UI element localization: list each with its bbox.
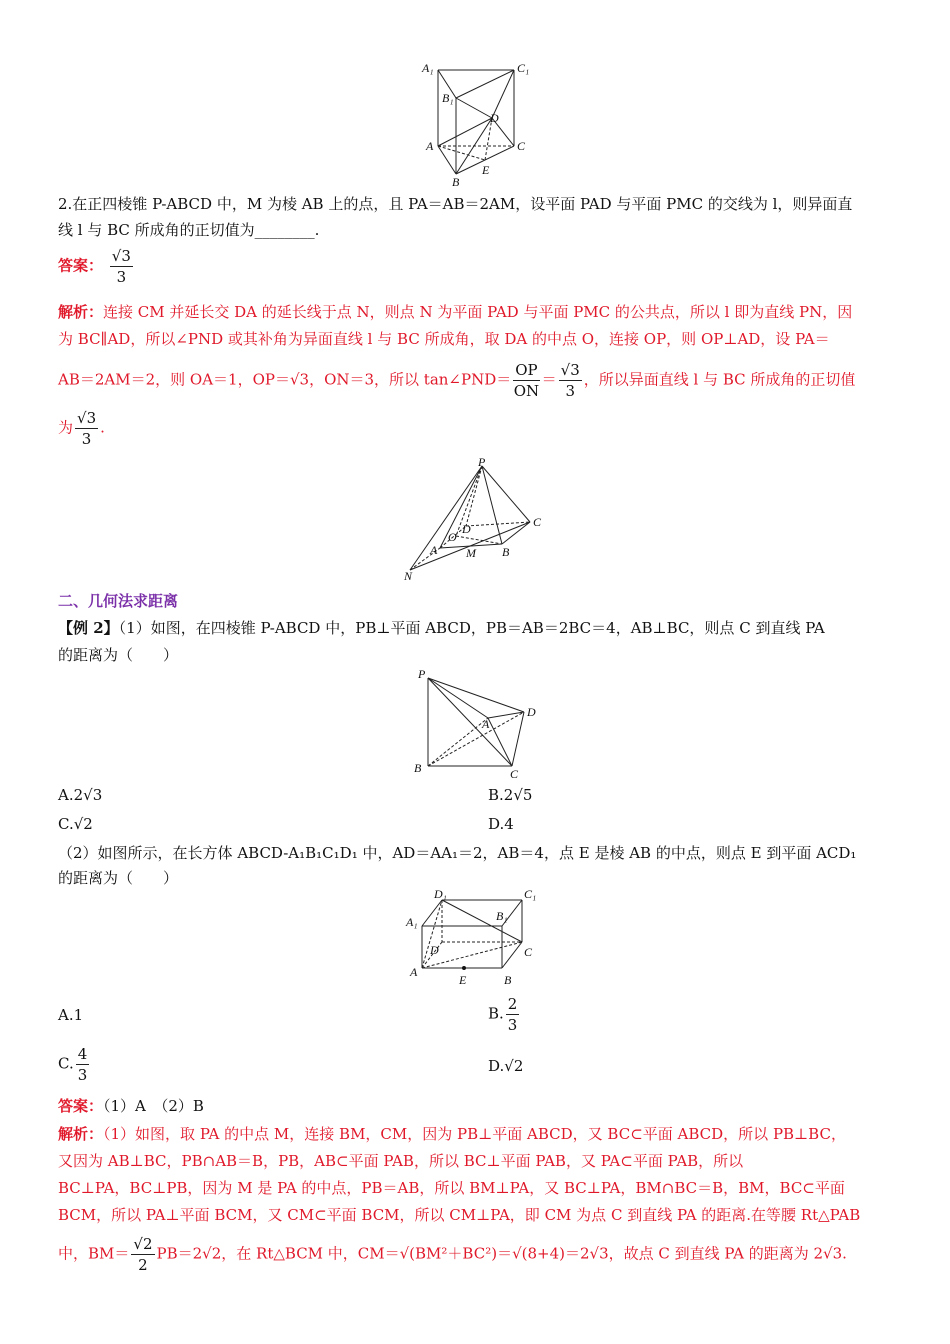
prism-label: C₁ (517, 61, 530, 75)
ex2-p2-option-c[interactable] (58, 1044, 91, 1085)
pyramid-label: P (478, 456, 486, 469)
cuboid-label: D₁ (434, 887, 447, 901)
analysis-text: AB＝2AM＝2，则 OA＝1，OP＝√3，ON＝3，所以 tan∠PND＝ (58, 370, 512, 389)
pyramid-label: B (502, 545, 510, 559)
analysis-text: 为 (58, 418, 74, 437)
option-prefix: C. (58, 1054, 74, 1073)
option-prefix: B. (488, 1004, 504, 1023)
ex2-analysis-line5 (58, 1234, 847, 1275)
ex2-p1-option-b[interactable]: B.2√5 (488, 786, 533, 804)
cuboid-label: C (524, 945, 533, 959)
ex2-p2-option-a[interactable]: A.1 (58, 1006, 84, 1024)
equals-sign: ＝ (541, 370, 557, 389)
section-title: 二、几何法求距离 (58, 592, 179, 610)
ex2-analysis-line2: 又因为 AB⊥BC，PB∩AB＝B，PB，AB⊂平面 PAB，所以 BC⊥平面 PAB，又 PA⊂平面 PAB，所以 (58, 1152, 744, 1170)
analysis-label: 解析： (58, 1125, 104, 1143)
pyramid2-label: C (510, 767, 519, 780)
answer-text: （1）A （2）B (103, 1097, 204, 1115)
fraction-numerator: √3 (111, 247, 131, 265)
prism-label: C (517, 139, 526, 153)
cuboid-label: A (410, 965, 418, 979)
pyramid2-diagram (408, 666, 548, 780)
prism-label: D (490, 111, 499, 125)
analysis-text: . (100, 418, 105, 437)
prism-diagram (418, 58, 538, 190)
analysis-text: 中，BM＝ (58, 1244, 130, 1263)
fraction-denominator: 3 (116, 268, 127, 286)
ex2-p2-option-b[interactable] (488, 994, 521, 1035)
fraction-numerator: √2 (133, 1235, 153, 1253)
pyramid2-label: P (418, 667, 426, 681)
analysis-text: PB＝2√2，在 Rt△BCM 中，CM＝√(BM²＋BC²)＝√(8+4)＝2√3，故点 C 到直线 PA 的距离为 2√3. (156, 1244, 847, 1263)
pyramid2-figure (408, 666, 548, 780)
option-fraction (506, 994, 520, 1035)
prism-label: A (426, 139, 434, 153)
q2-analysis-line4 (58, 408, 105, 449)
q2-analysis-line2: 为 BC∥AD，所以∠PND 或其补角为异面直线 l 与 BC 所成角，取 DA 的中点 O，连接 OP，则 OP⊥AD，设 PA＝ (58, 330, 830, 348)
fraction-denominator: 2 (138, 1256, 148, 1274)
cuboid-figure (402, 886, 552, 992)
prism-label: B (452, 175, 460, 189)
cuboid-label: A₁ (406, 915, 418, 929)
point-e-dot (462, 966, 466, 970)
prism-label: B₁ (442, 91, 454, 105)
analysis-text: 连接 CM 并延长交 DA 的延长线于点 N，则点 N 为平面 PAD 与平面 PMC 的公共点，所以 l 即为直线 PN，因 (103, 303, 853, 321)
pyramid-label: O (448, 530, 457, 544)
answer-label: 答案： (58, 256, 104, 275)
fraction-denominator: ON (513, 382, 540, 400)
fraction-sqrt2-2 (131, 1234, 154, 1275)
pyramid-label: C (533, 515, 542, 529)
q2-text-line1: 2.在正四棱锥 P-ABCD 中，M 为棱 AB 上的点，且 PA＝AB＝2AM，设平面 PAD 与平面 PMC 的交线为 l，则异面直 (58, 195, 853, 213)
pyramid2-label: A (482, 717, 490, 731)
cuboid-label: B₁ (496, 909, 508, 923)
analysis-text: ，所以异面直线 l 与 BC 所成角的正切值 (583, 370, 856, 389)
ex2-p2-line1: （2）如图所示，在长方体 ABCD-A₁B₁C₁D₁ 中，AD＝AA₁＝2，AB＝4，点 E 是棱 AB 的中点，则点 E 到平面 ACD₁ (58, 844, 857, 862)
fraction-numerator: 4 (77, 1045, 88, 1063)
fraction-numerator: OP (515, 361, 538, 379)
prism-label: A₁ (422, 61, 434, 75)
ex2-p1-option-a[interactable]: A.2√3 (58, 786, 103, 804)
prism-figure (418, 58, 538, 190)
cuboid-label: C₁ (524, 887, 537, 901)
fraction-denominator: 3 (565, 382, 575, 400)
fraction-denominator: 3 (81, 430, 92, 448)
example-label: 【例 2】 (58, 619, 119, 637)
fraction-numerator: √3 (77, 409, 97, 427)
fraction-denominator: 3 (77, 1066, 88, 1084)
cuboid-label: E (459, 973, 467, 987)
fraction-numerator: 2 (507, 995, 518, 1013)
fraction-denominator: 3 (507, 1016, 518, 1034)
ex2-p1-line2: 的距离为（ ） (58, 646, 179, 664)
pyramid-label: A (430, 543, 438, 557)
ex2-p2-line2: 的距离为（ ） (58, 869, 179, 887)
ex2-p1-line1 (58, 617, 825, 639)
fraction-sqrt3-3 (559, 360, 582, 401)
pyramid2-label: D (527, 705, 536, 719)
pyramid-label: D (462, 522, 471, 536)
ex2-p1-option-c[interactable]: C.√2 (58, 815, 93, 833)
ex2-analysis-line1 (58, 1123, 846, 1145)
analysis-text: （1）如图，取 PA 的中点 M，连接 BM，CM，因为 PB⊥平面 ABCD，又 BC⊂平面 ABCD，所以 PB⊥BC， (103, 1125, 846, 1143)
q2-answer (58, 246, 135, 287)
prism-label: E (482, 163, 490, 177)
cuboid-label: D (430, 943, 439, 957)
pyramid-label: M (466, 546, 476, 560)
pyramid-diagram (398, 456, 550, 584)
pyramid-figure (398, 456, 550, 584)
fraction-numerator: √3 (560, 361, 580, 379)
ex2-p1-option-d[interactable]: D.4 (488, 815, 514, 833)
option-fraction (76, 1044, 90, 1085)
q2-analysis-line1 (58, 301, 852, 323)
pyramid2-label: B (414, 761, 422, 775)
ex2-analysis-line3: BC⊥PA，BC⊥PB，因为 M 是 PA 的中点，PB＝AB，所以 BM⊥PA，又 BC⊥PA，BM∩BC＝B，BM，BC⊂平面 (58, 1179, 845, 1197)
cuboid-diagram (402, 886, 552, 992)
analysis-label: 解析： (58, 303, 104, 321)
q2-text-line2: 线 l 与 BC 所成角的正切值为________. (58, 221, 320, 239)
fraction-op-on (513, 360, 539, 401)
fraction-sqrt3-3 (75, 408, 98, 449)
ex2-analysis-line4: BCM，所以 PA⊥平面 BCM，又 CM⊂平面 BCM，所以 CM⊥PA，即 CM 为点 C 到直线 PA 的距离.在等腰 Rt△PAB (58, 1206, 861, 1224)
cuboid-label: B (504, 973, 512, 987)
pyramid-label: N (404, 569, 413, 583)
ex2-answer (58, 1095, 204, 1117)
answer-label: 答案： (58, 1097, 104, 1115)
example-text: （1）如图，在四棱锥 P-ABCD 中，PB⊥平面 ABCD，PB＝AB＝2BC＝4，AB⊥BC，则点 C 到直线 PA (118, 619, 825, 637)
answer-fraction (110, 246, 133, 287)
q2-analysis-line3 (58, 360, 855, 401)
ex2-p2-option-d[interactable]: D.√2 (488, 1057, 524, 1075)
